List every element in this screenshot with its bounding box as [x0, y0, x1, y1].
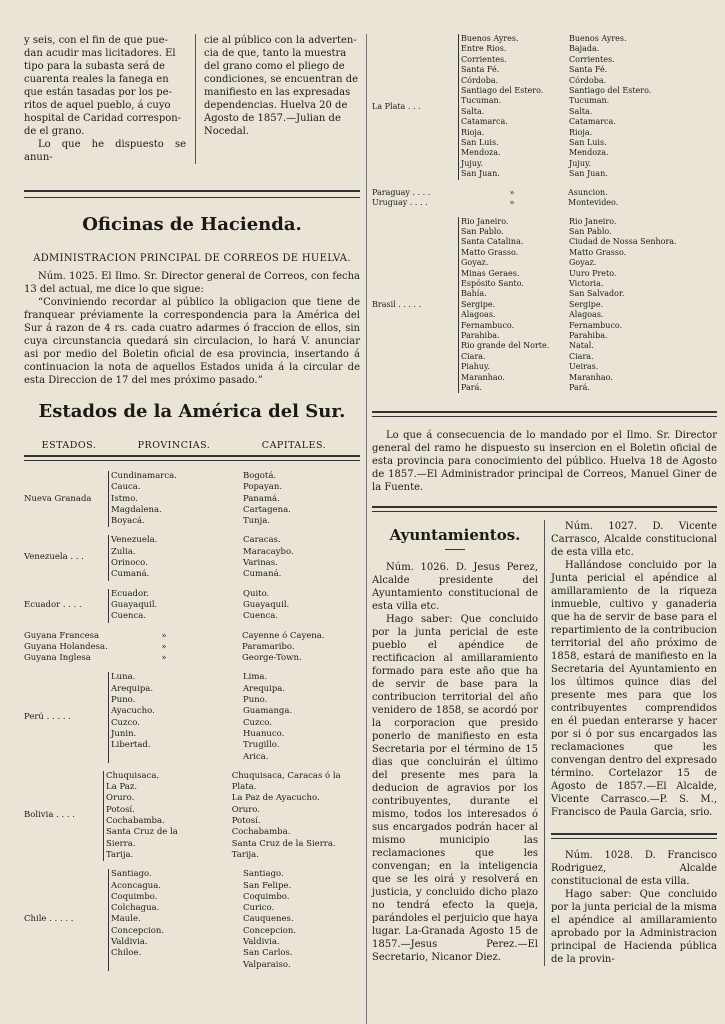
province-name: Santa Catalina.: [461, 237, 524, 247]
province-name: Oruro.: [106, 793, 135, 804]
notice-line: y seis, con el fin de que pue-: [24, 35, 168, 46]
province-name: Fernambuco.: [461, 320, 515, 330]
notice-line: manifiesto en las expresadas: [204, 87, 351, 98]
capital-list: [219, 535, 294, 580]
capital-list: [219, 869, 296, 971]
capital-name: Quito.: [243, 588, 270, 599]
province-name: Mendoza.: [461, 148, 501, 158]
province-name: Istmo.: [111, 493, 138, 504]
capital-name: La Paz de Ayacucho.: [231, 793, 320, 804]
country-row: [372, 188, 717, 198]
province-name: Boyacá.: [111, 516, 145, 527]
country-name: Nueva Granada: [24, 493, 92, 504]
capital-name: Pará.: [569, 383, 590, 392]
notice-1025-intro: Núm. 1025. El Ilmo. Sr. Director general de Correos, con fecha 13 del actual, me dice lo que sigue:: [24, 271, 360, 295]
capital-name: Concepcion.: [243, 925, 297, 936]
province-name: Minas Geraes.: [461, 268, 520, 278]
province-name: Coquimbo.: [111, 891, 158, 902]
capital-name: Ciudad de Nossa Senhora.: [569, 237, 677, 247]
province-name: Goyaz.: [461, 258, 489, 268]
province-name: Concepcion.: [111, 925, 165, 936]
capital-name: Santiago del Estero.: [569, 86, 652, 96]
province-name: Arequipa.: [111, 683, 154, 694]
states-table-right: [372, 34, 717, 393]
province-name: Cochabamba.: [106, 816, 165, 827]
capital-name: Mendoza.: [569, 148, 609, 158]
column-divider: [366, 34, 367, 1024]
continued-notice: [24, 34, 360, 164]
capital-name: San Felipe.: [243, 880, 292, 891]
province-name: Potosí.: [106, 804, 135, 815]
capital-name: San Carlos.: [243, 948, 293, 959]
province-name: Venezuela.: [111, 535, 158, 546]
capital-name: Lima.: [243, 672, 268, 683]
capital-name: Catamarca.: [569, 117, 616, 127]
country-row: [24, 589, 360, 623]
province-list: [108, 589, 219, 623]
notice-1028-body: Hago saber: Que concluido por la junta pericial de la misma el apéndice al amillaramiento aprobado por la Administracion principal de Hacienda pública de la provin-: [551, 889, 717, 966]
province-name: Alagoas.: [461, 310, 496, 320]
capital-name: Salta.: [569, 106, 593, 116]
capital-name: Fernambuco.: [569, 320, 623, 330]
capital-name: Trugillo.: [243, 740, 280, 751]
states-title: Estados de la América del Sur.: [38, 401, 346, 422]
province-name: »: [161, 653, 167, 664]
province-name: »: [161, 641, 167, 652]
capital-name: Valdivia.: [243, 936, 280, 947]
province-list: [458, 34, 565, 180]
province-name: Buenos Ayres.: [461, 34, 519, 43]
province-name: Chuquisaca.: [106, 770, 160, 781]
country-name: Guyana Holandesa.: [24, 641, 108, 652]
capital-list: [218, 642, 295, 653]
province-name: Córdoba.: [461, 75, 499, 85]
notice-line: de el grano.: [24, 126, 85, 137]
capital-name: Bajada.: [569, 44, 600, 54]
capital-name: Paramaribo.: [242, 641, 295, 652]
capital-name: Ciara.: [569, 351, 594, 361]
left-column: [24, 34, 360, 979]
capital-name: Tucuman.: [569, 96, 610, 106]
capital-name: George-Town.: [242, 653, 302, 664]
notice-line: Lo que he dispuesto se anun-: [24, 139, 186, 163]
capital-name: Natal.: [569, 341, 594, 351]
province-name: Ecuador.: [111, 588, 149, 599]
province-name: Cauca.: [111, 482, 141, 493]
country-row: [372, 198, 717, 208]
province-name: Corrientes.: [461, 54, 507, 64]
province-name: San Juan.: [461, 169, 500, 179]
capital-name: Cartagena.: [243, 504, 291, 515]
province-name: Bahía.: [461, 289, 487, 299]
notice-line: cie al público con la adverten-: [204, 35, 357, 46]
capital-name: Cuenca.: [243, 611, 279, 622]
province-name: Salta.: [461, 106, 485, 116]
capital-name: Popayan.: [243, 482, 283, 493]
header-provinces: PROVINCIAS.: [137, 440, 211, 451]
capital-name: Coquimbo.: [243, 891, 290, 902]
country-row: [24, 869, 360, 971]
province-name: Parahiba.: [461, 330, 500, 340]
province-name: Santiago.: [111, 869, 152, 880]
capital-name: Parahiba.: [569, 330, 608, 340]
province-name: Ciara.: [461, 351, 486, 361]
right-column: [372, 34, 717, 966]
country-name: La Plata . . .: [372, 101, 421, 111]
capital-name: Maracaybo.: [243, 546, 294, 557]
province-name: Santiago del Estero.: [461, 86, 544, 96]
province-name: Piahuy.: [461, 362, 491, 372]
province-name: »: [161, 630, 167, 641]
province-name: Cuzco.: [111, 717, 140, 728]
province-name: Chiloe.: [111, 948, 142, 959]
capital-name: Panamá.: [243, 493, 280, 504]
notice-line: del grano como el pliego de: [204, 61, 345, 72]
capital-name: Bogotá.: [243, 471, 277, 481]
province-name: Cundinamarca.: [111, 471, 177, 481]
notice-1028-heading: Núm. 1028. D. Francisco Rodriguez, Alcalde constitucional de esta villa.: [551, 850, 717, 888]
section-title: Oficinas de Hacienda.: [82, 214, 302, 235]
capital-name: Asuncion.: [568, 187, 608, 197]
province-list: [108, 653, 218, 664]
province-list: [458, 198, 564, 208]
notice-line: tipo para la subasta será de: [24, 61, 165, 72]
country-name: Brasil . . . . .: [372, 299, 422, 309]
province-list: [458, 217, 565, 394]
province-list: [108, 642, 218, 653]
province-list: [108, 471, 219, 527]
capital-name: Alagoas.: [569, 310, 604, 320]
capital-name: Santa Fé.: [569, 65, 608, 75]
country-name: Guyana Francesa: [24, 630, 100, 641]
capital-name: Varinas.: [243, 558, 278, 569]
country-name: Paraguay . . . .: [372, 187, 431, 197]
capital-name: Potosí.: [231, 816, 261, 827]
province-name: Valdivia.: [111, 936, 148, 947]
province-name: Guayaquil.: [111, 599, 158, 610]
notice-line: cuarenta reales la fanega en: [24, 74, 169, 85]
province-list: [103, 771, 208, 861]
capital-name: San Luis.: [569, 138, 607, 148]
capital-name: Arica.: [243, 751, 269, 762]
province-name: Junin.: [111, 728, 137, 739]
capital-name: Guayaquil.: [243, 599, 290, 610]
capital-name: Rioja.: [569, 127, 593, 137]
notice-1027-heading: Núm. 1027. D. Vicente Carrasco, Alcalde constitucional de esta villa etc.: [551, 521, 717, 559]
notice-line: condiciones, se encuentran de: [204, 74, 359, 85]
province-name: Tucuman.: [461, 96, 502, 106]
capital-name: Curico.: [243, 903, 275, 914]
country-name: Venezuela . . .: [24, 552, 84, 563]
country-row: [372, 217, 717, 394]
notice-line: Agosto de 1857.—Julian de: [204, 113, 341, 124]
country-name: Bolivia . . . .: [24, 810, 76, 821]
capital-list: [218, 631, 325, 642]
province-name: San Luis.: [461, 138, 499, 148]
country-name: Perú . . . . .: [24, 711, 71, 722]
notice-line: dan acudir mas licitadores. El: [24, 48, 176, 59]
province-name: Luna.: [111, 672, 136, 683]
capital-name: Cauquenes.: [243, 914, 294, 925]
province-list: [108, 631, 218, 642]
notice-line: cia de que, tanto la muestra: [204, 48, 347, 59]
capital-name: Santiago.: [243, 869, 284, 880]
country-row: [372, 34, 717, 180]
country-name: Guyana Inglesa: [24, 653, 91, 664]
province-name: Cuenca.: [111, 611, 147, 622]
province-name: Rio Janeiro.: [461, 216, 509, 226]
capital-name: Cumaná.: [243, 569, 282, 580]
section-subtitle: ADMINISTRACION PRINCIPAL DE CORREOS DE HUELVA.: [33, 253, 351, 264]
capital-list: [219, 672, 292, 762]
notice-1025-quote: “Conviniendo recordar al público la obligacion que tiene de franquear préviamente la correspondencia para la América del Sur á razon de 4 rs. cada cuatro adarmes ó fraccion de ellos, sin cuya circunstancia quedará sin circulacion, lo hará V. anunciar asi por medio del Boletin oficial de esa provincia, insertando á continuacion la nota de aquellos Estados unida á la circular de esta Direccion de 17 del mes próximo pasado.”: [24, 297, 360, 386]
capital-name: Cochabamba.: [231, 827, 291, 838]
capital-list: [565, 34, 651, 180]
capital-list: [219, 589, 289, 623]
capital-name: Puno.: [243, 695, 268, 706]
province-name: Rio grande del Norte.: [461, 341, 550, 351]
province-name: Tarija.: [106, 849, 134, 860]
capital-name: Oruro.: [231, 804, 260, 815]
ayuntamientos-title: Ayuntamientos.: [389, 526, 521, 545]
header-capitals: CAPITALES.: [261, 440, 327, 451]
province-list: [458, 188, 564, 198]
capital-name: Tunja.: [243, 516, 271, 527]
capital-name: Ueiras.: [569, 362, 599, 372]
province-name: La Paz.: [106, 782, 138, 793]
country-row: [24, 771, 360, 861]
province-name: Santa Fé.: [461, 65, 500, 75]
capital-name: Arequipa.: [243, 683, 286, 694]
province-name: Rioja.: [461, 127, 485, 137]
capital-name: Guamanga.: [243, 706, 293, 717]
province-name: »: [509, 187, 515, 197]
province-name: Espósito Santo.: [461, 278, 524, 288]
province-name: Ayacucho.: [111, 706, 155, 717]
province-name: Maule.: [111, 914, 141, 925]
province-list: [108, 672, 219, 762]
capital-name: Jujuy.: [569, 158, 591, 168]
province-name: Zulia.: [111, 546, 136, 557]
capital-list: [564, 188, 608, 198]
header-states: ESTADOS.: [41, 440, 97, 451]
capital-name: Chuquisaca, Caracas ó la Plata.: [231, 770, 341, 793]
province-name: San Pablo.: [461, 226, 504, 236]
province-name: Pará.: [461, 383, 482, 392]
province-name: Matto Grasso.: [461, 247, 519, 257]
country-row: [24, 471, 360, 527]
country-name: Chile . . . . .: [24, 914, 74, 925]
capital-name: Rio Janeiro.: [569, 216, 617, 226]
province-name: Puno.: [111, 695, 136, 706]
province-list: [108, 869, 219, 971]
capital-name: Uuro Preto.: [569, 268, 617, 278]
country-name: Uruguay . . . .: [372, 198, 428, 208]
capital-list: [564, 198, 618, 208]
country-row: [24, 672, 360, 762]
notice-line: hospital de Caridad correspon-: [24, 113, 182, 124]
province-list: [108, 535, 219, 580]
capital-name: Sergipe.: [569, 299, 604, 309]
capital-name: Santa Cruz de la Sierra.: [231, 838, 336, 849]
capital-name: Huanuco.: [243, 728, 285, 739]
capital-name: Victoria.: [569, 278, 604, 288]
province-name: Orinoco.: [111, 558, 148, 569]
country-name: Ecuador . . . .: [24, 599, 82, 610]
states-table-header: [24, 440, 360, 451]
province-name: Colchagua.: [111, 903, 160, 914]
capital-name: Caracas.: [243, 535, 281, 546]
capital-name: Maranhao.: [569, 372, 613, 382]
province-name: Maranhao.: [461, 372, 505, 382]
capital-name: Corrientes.: [569, 54, 615, 64]
province-name: Catamarca.: [461, 117, 508, 127]
province-name: Sergipe.: [461, 299, 496, 309]
ayuntamientos-left: [372, 520, 538, 966]
capital-name: Matto Grasso.: [569, 247, 627, 257]
closing-notice: Lo que á consecuencia de lo mandado por el Ilmo. Sr. Director general del ramo he dispuesto su insercion en el Boletin oficial de esta provincia para conocimiento del público. Huelva 18 de Agosto de 1857.—El Administrador principal de Correos, Manuel Giner de la Fuente.: [372, 430, 717, 494]
capital-list: [565, 217, 677, 394]
province-name: Libertad.: [111, 740, 151, 751]
capital-name: Valparaiso.: [243, 959, 291, 970]
country-row: [24, 642, 360, 653]
ayuntamientos-divider: [544, 520, 545, 966]
capital-name: Cayenne ó Cayena.: [242, 630, 325, 641]
capital-name: Cuzco.: [243, 717, 272, 728]
province-name: Jujuy.: [461, 158, 483, 168]
province-name: Santa Cruz de la Sierra.: [106, 827, 178, 849]
country-row: [24, 631, 360, 642]
notice-line: dependencias. Huelva 20 de: [204, 100, 348, 111]
notice-part-left: [24, 34, 186, 164]
capital-name: Montevideo.: [568, 198, 619, 208]
notice-1026-heading: Núm. 1026. D. Jesus Perez, Alcalde presidente del Ayuntamiento constitucional de esta villa etc.: [372, 562, 538, 613]
capital-name: Tarija.: [231, 849, 259, 860]
notice-1027-body: Hallándose concluido por la Junta pericial el apéndice al amillaramiento de la riqueza inmueble, cultivo y ganaderia que ha de servir de base para el repartimiento de la contribucion territorial del año próximo de 1858, estará de manifiesto en la Secretaria del Ayuntamiento en los últimos quince dias del presente mes para que los contribuyentes comprendidos en él puedan enterarse y hacer por si ó por sus encargados las reclamaciones que les convengan dentro del expresado término. Cortelazor 15 de Agosto de 1857.—El Alcalde, Vicente Carrasco.—P. S. M., Francisco de Paula Garcia, srio.: [551, 560, 717, 819]
capital-list: [218, 653, 302, 664]
notice-line: Nocedal.: [204, 126, 250, 137]
country-row: [24, 535, 360, 580]
capital-name: Goyaz.: [569, 258, 597, 268]
ayuntamientos-right: [551, 520, 717, 966]
province-name: Magdalena.: [111, 504, 162, 515]
notice-1026-body: Hago saber: Que concluido por la junta pericial de este pueblo el apéndice de rectificacion al amillaramiento formado para este año que ha de servir de base para la contribucion territorial del año venidero de 1858, se acordó por la corporacion que presido ponerlo de manifiesto en esta Secretaria por el término de 15 dias que concluirán el último del presente mes para la deducion de agravios por los contribuyentes, durante el mismo, todos los interesados ó sus encargados podrán hacer al mismo municipio las reclamaciones que les convengan; en la inteligencia que se les oirá y resolverá en justicia, y concluido dicho plazo no tendrá efecto la queja, parándoles el perjuicio que haya lugar. La-Granada Agosto 15 de 1857.—Jesus Perez.—El Secretario, Nicanor Diez.: [372, 614, 538, 964]
title-rule: [445, 549, 465, 550]
capital-list: [219, 471, 291, 527]
country-row: [24, 653, 360, 664]
notice-part-right: [204, 34, 360, 164]
province-name: Entre Rios.: [461, 44, 507, 54]
capital-name: San Salvador.: [569, 289, 625, 299]
states-table-left: [24, 471, 360, 971]
province-name: »: [509, 198, 515, 208]
notice-line: ritos de aquel pueblo, á cuyo: [24, 100, 171, 111]
notice-line: que están tasadas por los pe-: [24, 87, 172, 98]
capital-name: Córdoba.: [569, 75, 607, 85]
capital-name: Buenos Ayres.: [569, 34, 627, 43]
province-name: Aconcagua.: [111, 880, 162, 891]
notice-divider: [195, 34, 196, 164]
capital-list: [208, 771, 360, 861]
capital-name: San Pablo.: [569, 226, 612, 236]
province-name: Cumaná.: [111, 569, 150, 580]
capital-name: San Juan.: [569, 169, 608, 179]
section-rule: [24, 190, 360, 198]
ayuntamientos-columns: [372, 520, 717, 966]
